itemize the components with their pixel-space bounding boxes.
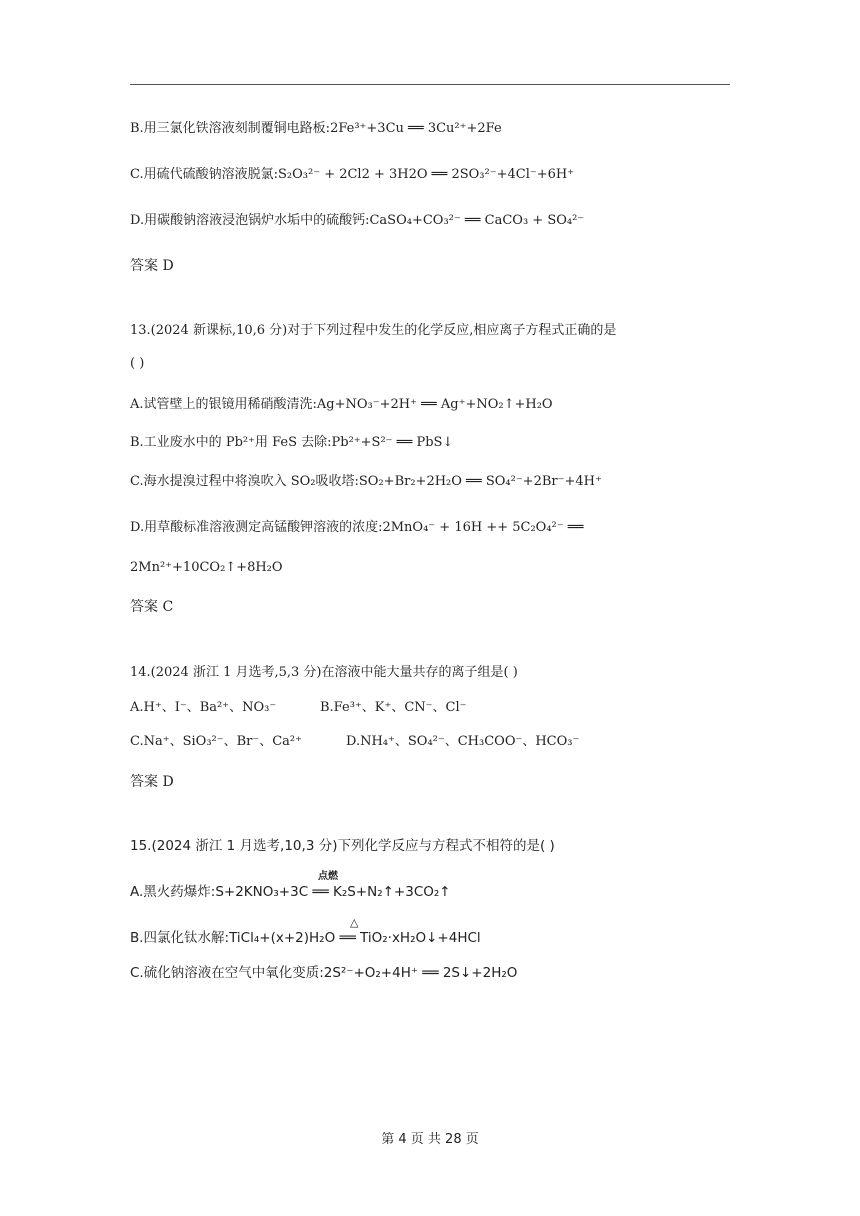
q14-option-a: A.H⁺、I⁻、Ba²⁺、NO₃⁻ [130,700,277,715]
q15-option-a: A.黑火药爆炸:S+2KNO₃+3C ══ K₂S+N₂↑+3CO₂↑ [130,884,451,900]
q14-option-d: D.NH₄⁺、SO₄²⁻、CH₃COO⁻、HCO₃⁻ [346,734,580,749]
option-d-line: D.用碳酸钠溶液浸泡锅炉水垢中的硫酸钙:CaSO₄+CO₃²⁻ ══ CaCO₃ + SO₄²⁻ [130,213,585,228]
ignite-condition: 点燃 [318,871,338,882]
q13-option-c: C.海水提溴过程中将溴吹入 SO₂吸收塔:SO₂+Br₂+2H₂O ══ SO₄²⁻+2Br⁻+4H⁺ [130,474,602,489]
option-c-line: C.用硫代硫酸钠溶液脱氯:S₂O₃²⁻ + 2Cl2 + 3H2O ══ 2SO₃²⁻+4Cl⁻+6H⁺ [130,167,575,182]
q13-option-a: A.试管壁上的银镜用稀硝酸清洗:Ag+NO₃⁻+2H⁺ ══ Ag⁺+NO₂↑+H₂O [130,397,553,412]
q15-option-c: C.硫化钠溶液在空气中氧化变质:2S²⁻+O₂+4H⁺ ══ 2S↓+2H₂O [130,965,518,981]
question-14-stem: 14.(2024 浙江 1 月选考,5,3 分)在溶液中能大量共存的离子组是( ) [130,665,518,680]
page-footer: 第 4 页 共 28 页 [381,1132,479,1147]
answer-13: 答案 C [130,599,174,615]
header-rule [130,84,730,85]
q13-option-b: B.工业废水中的 Pb²⁺用 FeS 去除:Pb²⁺+S²⁻ ══ PbS↓ [130,435,454,450]
q13-option-d: D.用草酸标准溶液测定高锰酸钾溶液的浓度:2MnO₄⁻ + 16H ++ 5C₂O₄²⁻ ══ [130,520,584,535]
question-13-blank: ( ) [130,356,145,371]
heat-condition: △ [350,916,359,929]
answer-12: 答案 D [130,258,174,274]
option-b-line: B.用三氯化铁溶液刻制覆铜电路板:2Fe³⁺+3Cu ══ 3Cu²⁺+2Fe [130,121,502,136]
answer-14: 答案 D [130,774,174,790]
q14-option-b: B.Fe³⁺、K⁺、CN⁻、Cl⁻ [320,700,467,715]
q15-option-b: B.四氯化钛水解:TiCl₄+(x+2)H₂O ══ TiO₂·xH₂O↓+4HCl [130,930,481,946]
question-13-stem: 13.(2024 新课标,10,6 分)对于下列过程中发生的化学反应,相应离子方程式正确的是 [130,323,617,338]
q13-option-d-cont: 2Mn²⁺+10CO₂↑+8H₂O [130,560,283,575]
question-15-stem: 15.(2024 浙江 1 月选考,10,3 分)下列化学反应与方程式不相符的是( ) [130,838,555,854]
q14-option-c: C.Na⁺、SiO₃²⁻、Br⁻、Ca²⁺ [130,734,303,749]
